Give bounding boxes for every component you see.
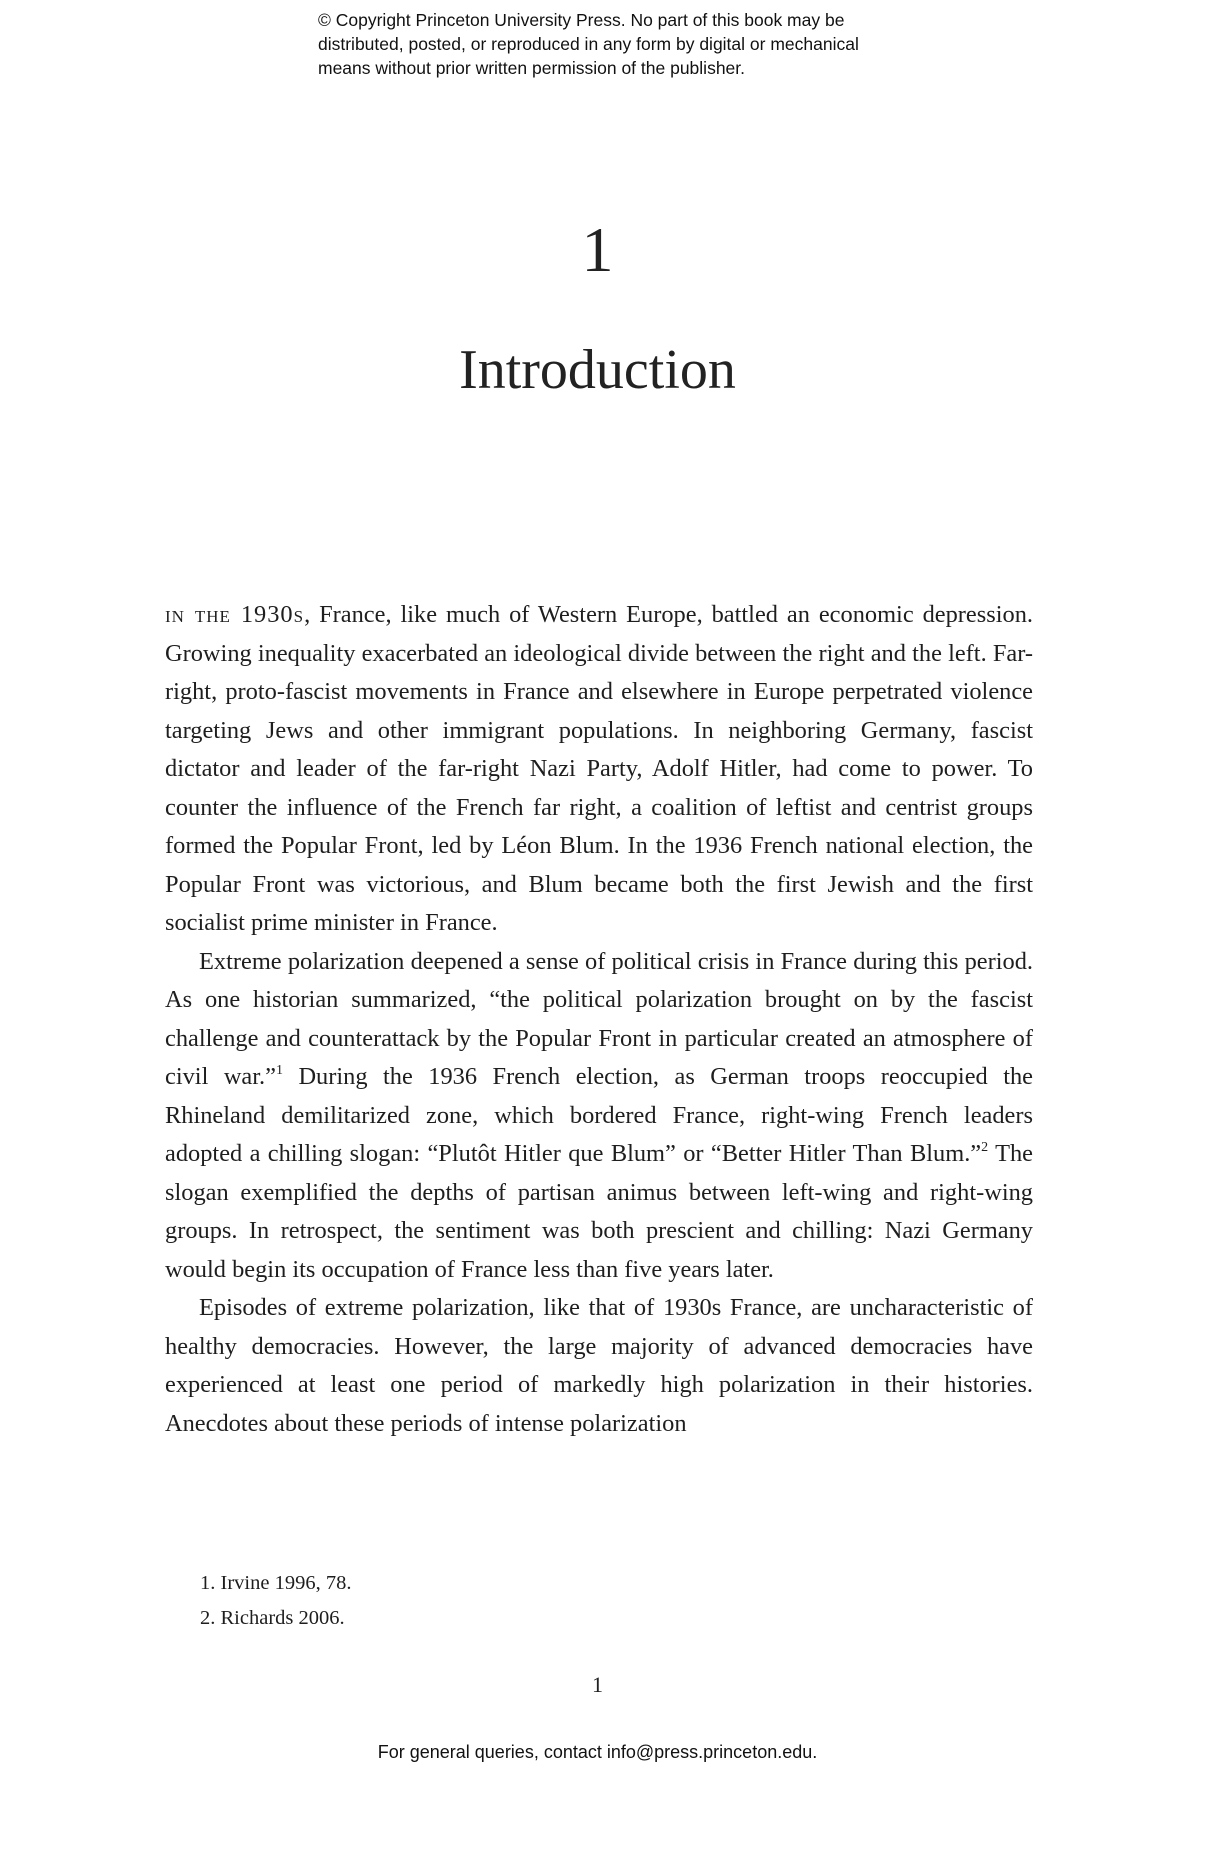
paragraph-2 bbox=[165, 943, 1033, 1290]
copyright-line: © Copyright Princeton University Press. No part of this book may be bbox=[318, 10, 845, 30]
contact-footer: For general queries, contact info@press.princeton.edu. bbox=[377, 1742, 818, 1762]
copyright-line: means without prior written permission of the publisher. bbox=[318, 58, 746, 78]
paragraph-2-text-a: Extreme polarization deepened a sense of political crisis in France during this period. As one historian summarized, “the political polarization brought on by the fascist challenge and counterattack by the Popular Front in particular created an atmosphere of civil war.” bbox=[165, 947, 1033, 1090]
footnote-2: 2. Richards 2006. bbox=[200, 1607, 345, 1629]
page-number: 1 bbox=[592, 1672, 603, 1697]
footnote-ref-2[interactable]: 2 bbox=[981, 1140, 989, 1155]
paragraph-3-text: Episodes of extreme polarization, like that of 1930s France, are uncharacteristic of healthy democracies. However, the large majority of advanced democracies have experienced at least one period of markedly high polarization in their histories. Anecdotes about these periods of intense polarization bbox=[165, 1294, 1033, 1437]
copyright-notice bbox=[318, 8, 938, 80]
paragraph-3 bbox=[165, 1289, 1033, 1443]
footnote-ref-1[interactable]: 1 bbox=[275, 1063, 283, 1078]
paragraph-2-text-c: The slogan exemplified the depths of partisan animus between left-wing and right-wing groups. In retrospect, the sentiment was both prescient and chilling: Nazi Germany would begin its occupation of France less than five years later. bbox=[165, 1140, 1033, 1283]
chapter-title: Introduction bbox=[459, 339, 736, 401]
paragraph-1-text: , France, like much of Western Europe, battled an economic depression. Growing inequality exacerbated an ideological divide between the right and the left. Far-right, proto-fascist movements in France and elsewhere in Europe perpetrated violence targeting Jews and other immigrant populations. In neighboring Germany, fascist dictator and leader of the far-right Nazi Party, Adolf Hitler, had come to power. To counter the influence of the French far right, a coalition of leftist and centrist groups formed the Popular Front, led by Léon Blum. In the 1936 French national election, the Popular Front was victorious, and Blum became both the first Jewish and the first socialist prime minister in France. bbox=[165, 601, 1033, 936]
chapter-number: 1 bbox=[581, 214, 614, 285]
footnote-1: 1. Irvine 1996, 78. bbox=[200, 1572, 352, 1594]
paragraph-2-text-b: During the 1936 French election, as German troops reoccupied the Rhineland demilitarized zone, which bordered France, right-wing French leaders adopted a chilling slogan: “Plutôt Hitler que Blum” or “Better Hitler Than Blum.” bbox=[165, 1063, 1033, 1167]
chapter-body bbox=[165, 596, 1033, 1443]
lead-in-smallcaps: in the 1930s bbox=[165, 601, 305, 628]
footnotes bbox=[200, 1566, 351, 1636]
copyright-line: distributed, posted, or reproduced in any form by digital or mechanical bbox=[318, 34, 859, 54]
paragraph-1 bbox=[165, 596, 1033, 943]
